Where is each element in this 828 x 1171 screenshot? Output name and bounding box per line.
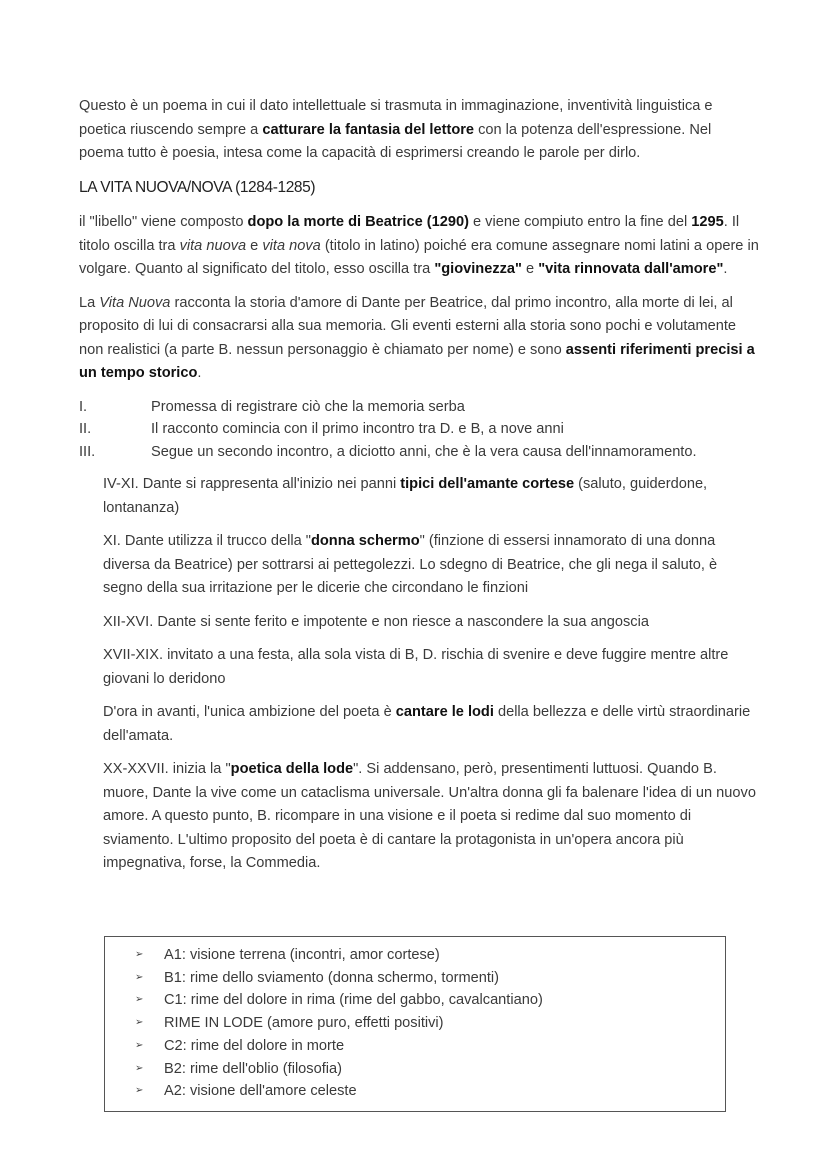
paragraph-xii-xvi: XII-XVI. Dante si sente ferito e impotente e non riesce a nascondere la sua angoscia: [103, 613, 649, 630]
bold-text: poetica della lode: [230, 761, 354, 777]
text: e: [521, 261, 539, 277]
list-item: [79, 418, 759, 441]
text: La: [79, 294, 100, 311]
chapter-notes: [79, 473, 759, 876]
arrow-bullet-icon: ➢: [135, 1017, 144, 1029]
arrow-bullet-icon: ➢: [135, 1085, 144, 1097]
text: .: [723, 261, 728, 277]
list-text: Promessa di registrare ciò che la memoria serba: [151, 398, 465, 415]
bold-text: "giovinezza": [434, 261, 522, 277]
text: con la potenza dell'espressione. Nel poema tutto è poesia, intesa come la capacità di esprimersi creando le parole per dirlo.: [79, 121, 712, 161]
summary-item: [135, 944, 725, 967]
paragraph-libello: [79, 211, 759, 282]
paragraph-xi: [103, 530, 759, 601]
summary-item: [135, 1080, 725, 1103]
arrow-bullet-icon: ➢: [135, 971, 144, 983]
text: racconta la storia d'amore di Dante per Beatrice, dal primo incontro, alla morte di lei, al proposito di lui di consacrarsi alla sua memoria. Gli eventi esterni alla storia sono pochi e volutamente non realistici (a parte B. nessun personaggio è chiamato per nome) e sono: [79, 294, 737, 358]
arrow-bullet-icon: ➢: [135, 1039, 144, 1051]
intro-paragraph: [79, 95, 759, 166]
text: XX-XXVII. inizia la ": [103, 761, 231, 777]
italic-text: vita nova: [262, 237, 321, 254]
summary-text: B2: rime dell'oblio (filosofia): [164, 1060, 342, 1077]
summary-text: RIME IN LODE (amore puro, effetti positivi): [164, 1015, 444, 1032]
paragraph-iv-xi: [103, 473, 759, 520]
list-item: [79, 396, 759, 419]
arrow-bullet-icon: ➢: [135, 949, 144, 960]
summary-item: [135, 1012, 725, 1035]
text: della bellezza e delle virtù straordinarie dell'amata.: [103, 704, 751, 744]
text: Questo è un poema in cui il dato intellettuale si trasmuta in immaginazione, inventività linguistica e poetica riuscendo sempre a: [79, 98, 713, 138]
summary-list: [135, 944, 725, 1103]
bold-text: cantare le lodi: [395, 704, 494, 720]
list-number: II.: [79, 421, 92, 437]
text: e viene compiuto entro la fine del: [468, 214, 692, 230]
list-number: I.: [79, 398, 88, 415]
summary-text: C1: rime del dolore in rima (rime del gabbo, cavalcantiano): [164, 992, 543, 1009]
text: XI. Dante utilizza il trucco della ": [103, 533, 311, 549]
bold-text: 1295: [691, 214, 724, 230]
bold-text: catturare la fantasia del lettore: [262, 121, 475, 138]
bold-text: "vita rinnovata dall'amore": [538, 261, 724, 277]
paragraph-lodi: [103, 701, 759, 748]
text: il "libello" viene composto: [79, 214, 248, 230]
list-number: III.: [79, 443, 96, 460]
bold-text: dopo la morte di Beatrice (1290): [247, 214, 469, 230]
text: (saluto, guiderdone, lontananza): [103, 476, 708, 516]
list-text: Il racconto comincia con il primo incontro tra D. e B, a nove anni: [151, 421, 564, 437]
summary-text: A1: visione terrena (incontri, amor cortese): [164, 947, 440, 963]
text: D'ora in avanti, l'unica ambizione del poeta è: [103, 704, 396, 720]
document-page: [79, 95, 759, 886]
arrow-bullet-icon: ➢: [135, 1062, 144, 1074]
summary-item: [135, 989, 725, 1012]
text: ". Si addensano, però, presentimenti luttuosi. Quando B. muore, Dante la vive come un cataclisma universale. Un'altra donna gli fa balenare l'idea di un nuovo amore. A questo punto, B. ricompare in una visione e il poeta si redime dal suo momento di sviamento. L'ultimo proposito del poeta è di cantare la protagonista in un'opera ancora più impegnativa, forse, la Commedia.: [103, 761, 756, 871]
bold-text: donna schermo: [310, 533, 420, 549]
list-text: Segue un secondo incontro, a diciotto anni, che è la vera causa dell'innamoramento.: [151, 443, 697, 460]
summary-text: C2: rime del dolore in morte: [164, 1037, 345, 1054]
summary-item: [135, 1035, 725, 1058]
text: e: [246, 237, 263, 254]
summary-item: [135, 967, 725, 990]
italic-text: Vita Nuova: [99, 294, 171, 311]
summary-text: A2: visione dell'amore celeste: [164, 1083, 357, 1100]
roman-list: [79, 396, 759, 464]
text: .: [197, 365, 202, 381]
summary-text: B1: rime dello sviamento (donna schermo, tormenti): [164, 969, 499, 986]
list-item: [79, 441, 759, 464]
paragraph-xvii-xix: XVII-XIX. invitato a una festa, alla sola vista di B, D. rischia di svenire e deve fuggire mentre altre giovani lo deridono: [103, 647, 729, 687]
paragraph-xx-xxvii: [103, 758, 759, 876]
arrow-bullet-icon: ➢: [135, 994, 144, 1006]
section-heading: LA VITA NUOVA/NOVA (1284-1285): [79, 178, 316, 196]
bold-text: tipici dell'amante cortese: [400, 476, 575, 492]
paragraph-story: [79, 292, 759, 386]
summary-box: [104, 936, 726, 1112]
bold-text: assenti riferimenti precisi a un tempo storico: [79, 341, 755, 381]
text: (titolo in latino) poiché era comune assegnare nomi latini a opere in volgare. Quanto al significato del titolo, esso oscilla tra: [79, 237, 759, 277]
summary-item: [135, 1058, 725, 1081]
italic-text: vita nuova: [179, 237, 247, 254]
text: " (finzione di essersi innamorato di una donna diversa da Beatrice) per sottrarsi ai pettegolezzi. Lo sdegno di Beatrice, che gli nega il saluto, è segno della sua irritazione per le dicerie che circondano le finzioni: [103, 533, 718, 596]
text: IV-XI. Dante si rappresenta all'inizio nei panni: [103, 476, 401, 492]
text: . Il titolo oscilla tra: [79, 214, 740, 254]
